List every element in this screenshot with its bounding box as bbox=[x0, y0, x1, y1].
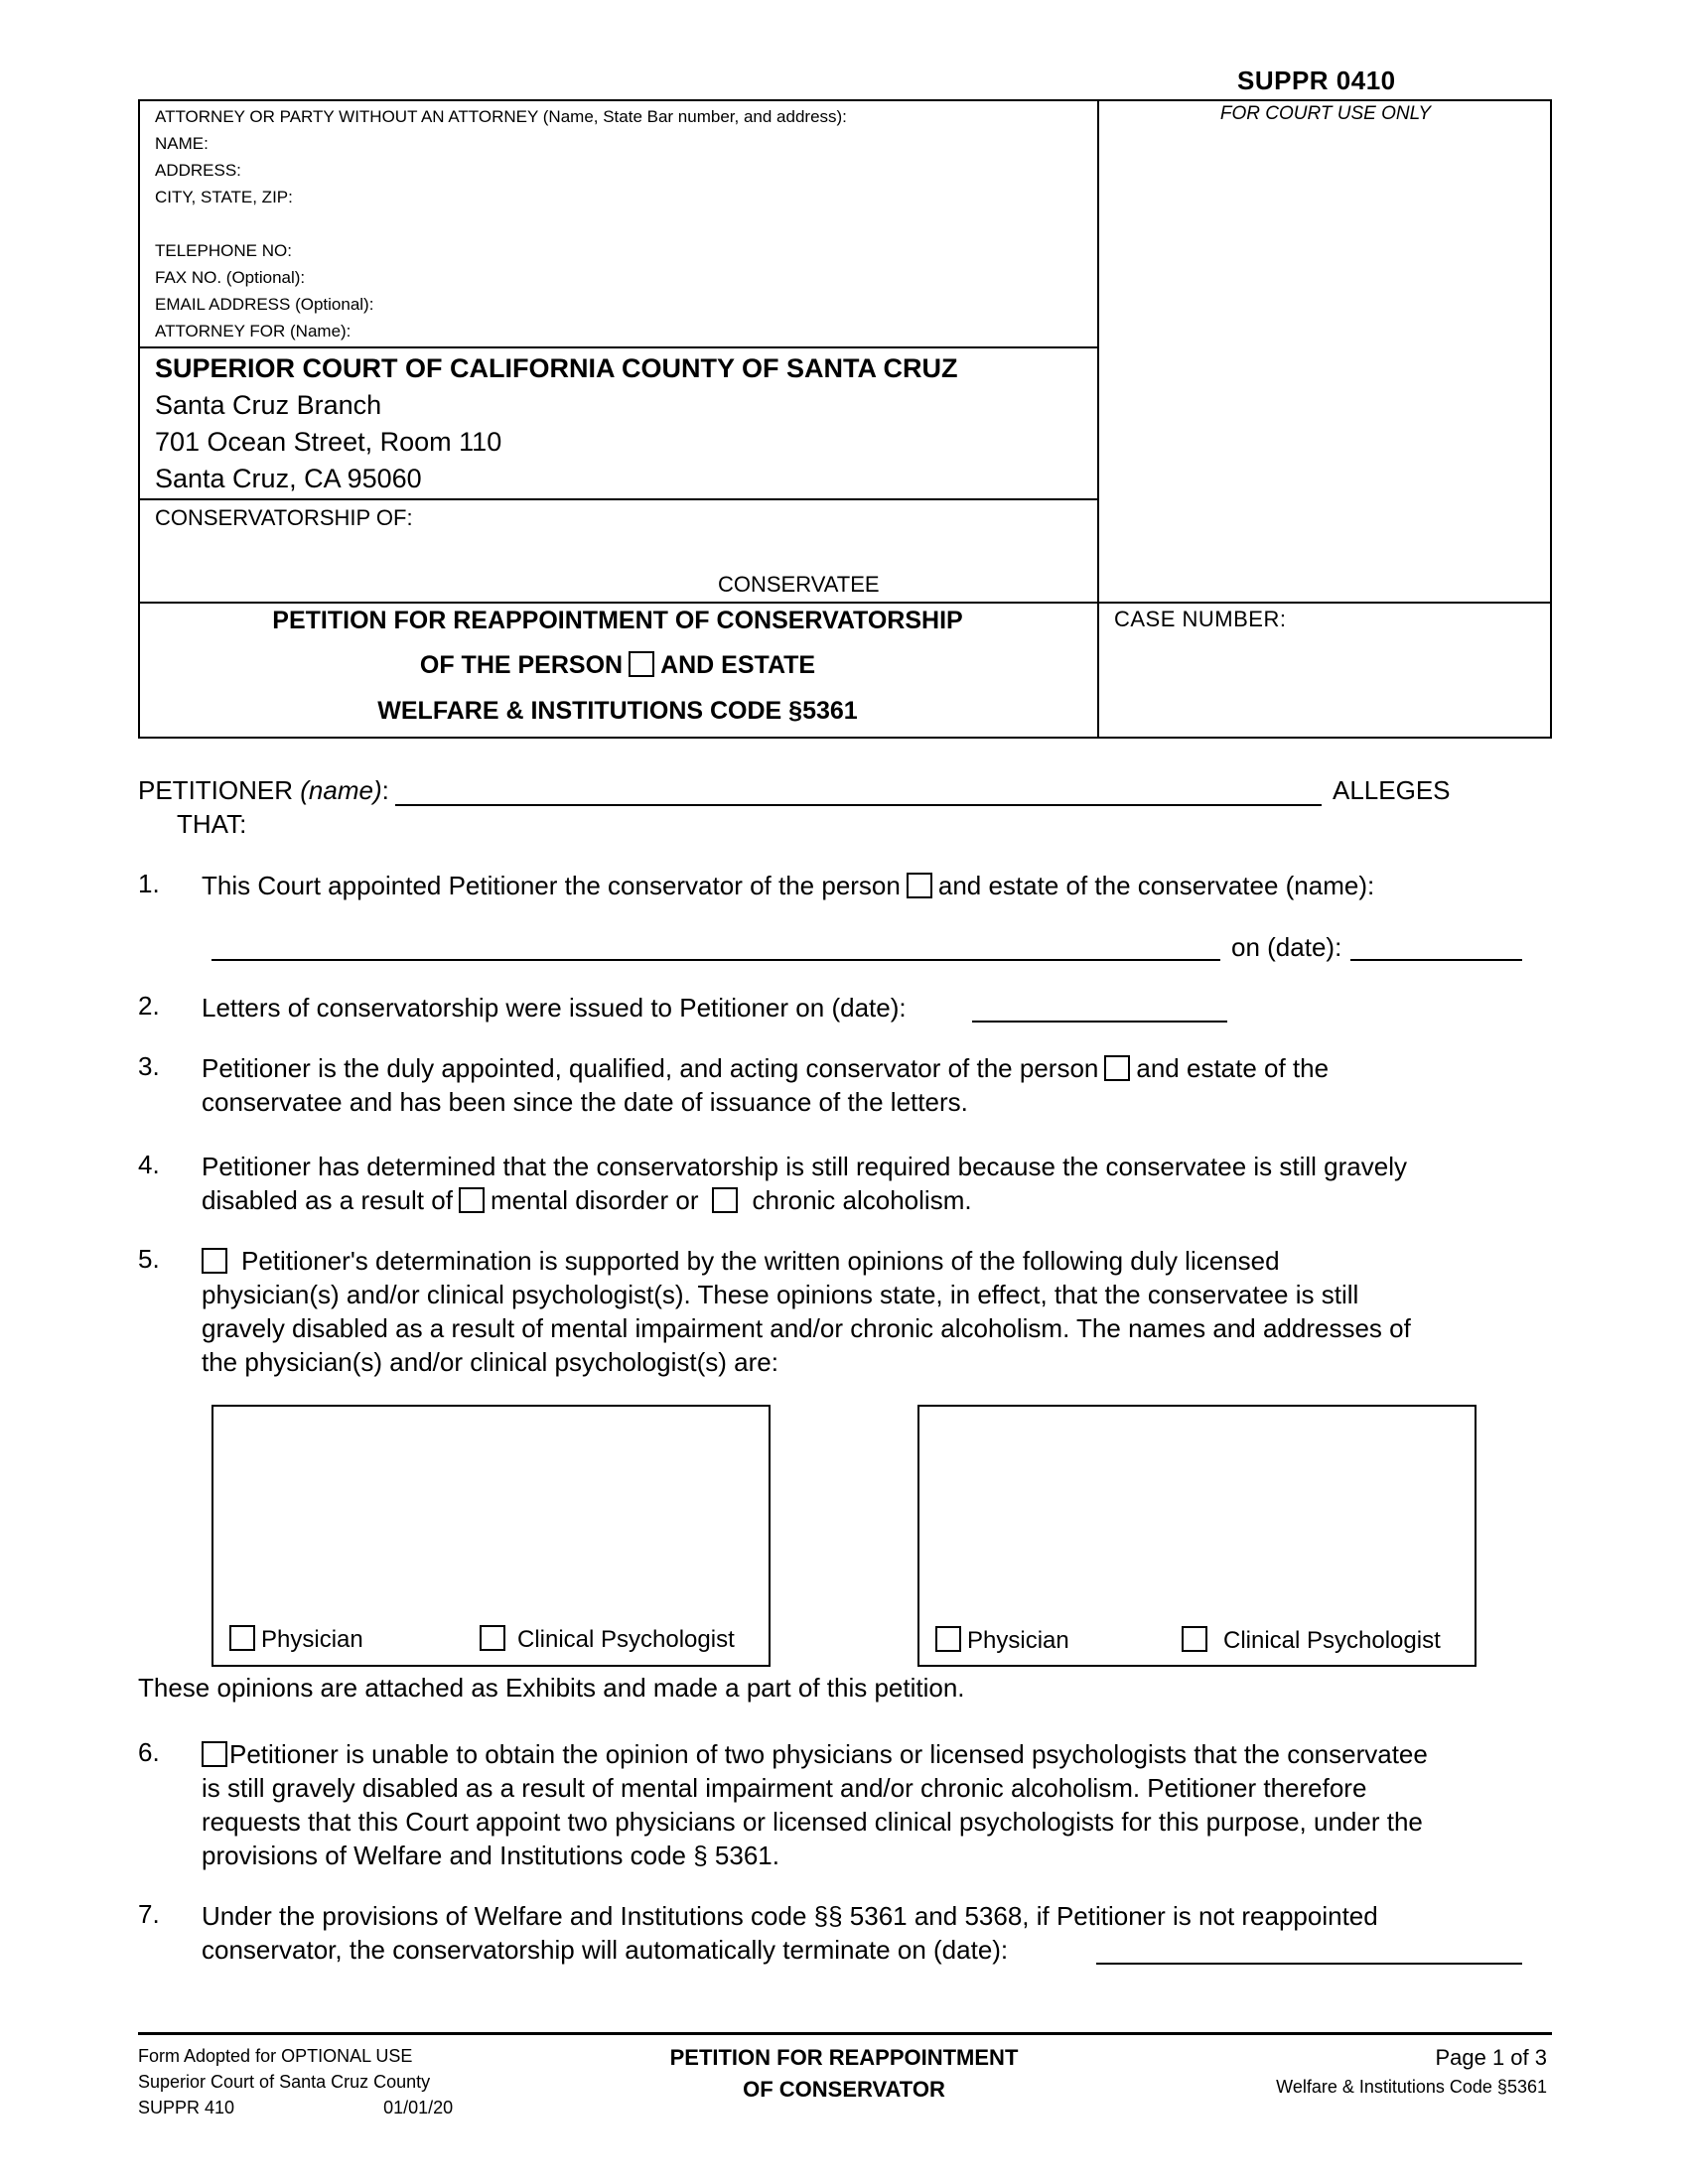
attorney-spacer bbox=[155, 210, 847, 237]
form-id: SUPPR 0410 bbox=[1237, 66, 1396, 95]
estate-label: AND ESTATE bbox=[660, 651, 816, 679]
item-7-number: 7. bbox=[138, 1899, 160, 1929]
court-city: Santa Cruz, CA 95060 bbox=[155, 464, 422, 493]
header-divider-2 bbox=[138, 498, 1099, 500]
that-label: THAT: bbox=[177, 809, 247, 839]
header-divider-vertical bbox=[1097, 99, 1099, 739]
opinion-box-1[interactable] bbox=[211, 1405, 771, 1667]
item-6-checkbox[interactable] bbox=[202, 1741, 227, 1767]
item-4-text: Petitioner has determined that the conservatorship is still required because the conservatee is still gravely disabled as a result of mental disorder or chronic alcoholism. bbox=[202, 1152, 1407, 1215]
petitioner-name-line[interactable] bbox=[395, 804, 1322, 806]
opinion-box-1-psychologist: Clinical Psychologist bbox=[480, 1625, 735, 1654]
item-1-date-line[interactable] bbox=[1350, 959, 1522, 961]
termination-date-line[interactable] bbox=[1096, 1963, 1522, 1965]
conservatee-label: CONSERVATEE bbox=[718, 572, 880, 597]
item-1-estate-checkbox[interactable] bbox=[907, 873, 932, 898]
footer-title: PETITION FOR REAPPOINTMENT OF CONSERVATOR bbox=[669, 2045, 1019, 2102]
item-4-number: 4. bbox=[138, 1150, 160, 1179]
letters-date-line[interactable] bbox=[972, 1021, 1227, 1023]
footer-code: Welfare & Institutions Code §5361 bbox=[1276, 2077, 1547, 2097]
court-use-only-label: FOR COURT USE ONLY bbox=[1219, 103, 1432, 124]
item-6-number: 6. bbox=[138, 1737, 160, 1767]
petition-title-line-2 bbox=[138, 651, 1097, 680]
exhibits-statement: These opinions are attached as Exhibits and made a part of this petition. bbox=[138, 1673, 965, 1703]
physician-checkbox-2[interactable] bbox=[935, 1626, 961, 1652]
conservatorship-of-label: CONSERVATORSHIP OF: bbox=[155, 505, 413, 530]
footer-rule bbox=[138, 2032, 1552, 2035]
item-1-number: 1. bbox=[138, 869, 160, 898]
header-divider-3 bbox=[138, 602, 1552, 604]
physician-checkbox-1[interactable] bbox=[229, 1625, 255, 1651]
opinion-box-2-psychologist: Clinical Psychologist bbox=[1182, 1626, 1441, 1655]
page-number: Page 1 of 3 bbox=[1435, 2045, 1547, 2070]
court-street: 701 Ocean Street, Room 110 bbox=[155, 427, 502, 457]
item-5-number: 5. bbox=[138, 1244, 160, 1274]
court-branch: Santa Cruz Branch bbox=[155, 390, 382, 420]
attorney-address-label: ADDRESS: bbox=[155, 161, 241, 180]
conservatee-name-line[interactable] bbox=[211, 959, 1220, 961]
court-name: SUPERIOR COURT OF CALIFORNIA COUNTY OF SANTA CRUZ bbox=[155, 353, 958, 383]
opinion-box-2-physician: Physician bbox=[935, 1626, 1069, 1655]
item-5-checkbox[interactable] bbox=[202, 1248, 227, 1274]
footer-right bbox=[1092, 2042, 1547, 2100]
attorney-city-label: CITY, STATE, ZIP: bbox=[155, 188, 293, 206]
item-1-text: This Court appointed Petitioner the conservator of the person and estate of the conservatee (name): bbox=[202, 871, 1375, 900]
attorney-email-label: EMAIL ADDRESS (Optional): bbox=[155, 295, 374, 314]
attorney-heading: ATTORNEY OR PARTY WITHOUT AN ATTORNEY (Name, State Bar number, and address): bbox=[155, 107, 847, 126]
attorney-telephone-label: TELEPHONE NO: bbox=[155, 241, 292, 260]
item-7-text: Under the provisions of Welfare and Institutions code §§ 5361 and 5368, if Petitioner is not reappointed conservator, the conservatorship will automatically terminate on (date): bbox=[202, 1901, 1378, 1965]
petitioner-label: PETITIONER (name): bbox=[138, 775, 389, 805]
item-2-number: 2. bbox=[138, 991, 160, 1021]
petition-title-line-3: WELFARE & INSTITUTIONS CODE §5361 bbox=[377, 697, 858, 725]
person-label: OF THE PERSON bbox=[419, 651, 624, 679]
psychologist-checkbox-2[interactable] bbox=[1182, 1626, 1207, 1652]
header-divider-1 bbox=[138, 346, 1099, 348]
psychologist-checkbox-1[interactable] bbox=[480, 1625, 505, 1651]
item-2-text: Letters of conservatorship were issued to Petitioner on (date): bbox=[202, 993, 907, 1023]
item-5-text: Petitioner's determination is supported by the written opinions of the following duly licensed physician(s) and/or clinical psychologist(s). These opinions state, in effect, that the conservatee is still gravely disabled as a result of mental impairment and/or chronic alcoholism. The names and addresses of the physician(s) and/or clinical psychologist(s) are: bbox=[202, 1246, 1411, 1377]
item-3-number: 3. bbox=[138, 1051, 160, 1081]
attorney-fax-label: FAX NO. (Optional): bbox=[155, 268, 306, 287]
petition-title-line-1: PETITION FOR REAPPOINTMENT OF CONSERVATORSHIP bbox=[272, 607, 963, 634]
item-3-text: Petitioner is the duly appointed, qualified, and acting conservator of the person and estate of the conservatee and has been since the date of issuance of the letters. bbox=[202, 1053, 1330, 1117]
alleges-label: ALLEGES bbox=[1333, 775, 1451, 805]
footer-left: Form Adopted for OPTIONAL USE Superior Court of Santa Cruz County SUPPR 410 01/01/20 bbox=[138, 2046, 454, 2117]
item-6-text: Petitioner is unable to obtain the opinion of two physicians or licensed psychologists that the conservatee is still gravely disabled as a result of mental impairment and/or chronic alcoholism. Petitioner therefore requests that this Court appoint two physicians or licensed clinical psychologists for this purpose, under the provisions of Welfare and Institutions code § 5361. bbox=[202, 1739, 1428, 1870]
chronic-alcoholism-checkbox[interactable] bbox=[712, 1187, 738, 1213]
attorney-for-label: ATTORNEY FOR (Name): bbox=[155, 322, 352, 341]
attorney-name-label: NAME: bbox=[155, 134, 209, 153]
item-1-on-date-label: on (date): bbox=[1231, 932, 1342, 962]
item-3-estate-checkbox[interactable] bbox=[1104, 1055, 1130, 1081]
opinion-box-2[interactable] bbox=[917, 1405, 1477, 1667]
attorney-info-block[interactable] bbox=[155, 103, 847, 344]
opinion-box-1-physician: Physician bbox=[229, 1625, 363, 1654]
estate-checkbox[interactable] bbox=[629, 651, 654, 677]
mental-disorder-checkbox[interactable] bbox=[459, 1187, 485, 1213]
case-number-label: CASE NUMBER: bbox=[1114, 607, 1287, 631]
